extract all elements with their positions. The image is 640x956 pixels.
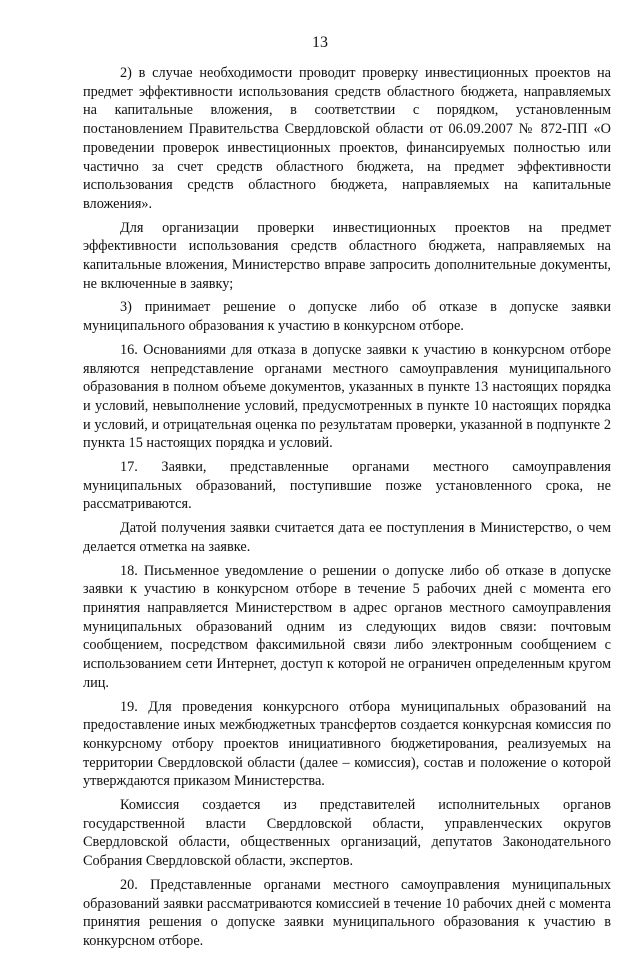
- paragraph-20: 20. Представленные органами местного самоуправления муниципальных образований заявки рассматриваются комиссией в течение 10 рабочих дней с момента принятия решения о допуске заявки муниципального образования к участию в конкурсном отборе.: [83, 876, 611, 949]
- paragraph-15-2-note: Для организации проверки инвестиционных проектов на предмет эффективности использования средств областного бюджета, направляемых на капитальные вложения, Министерство вправе запросить дополнительные документы, не включенные в заявку;: [83, 219, 611, 292]
- paragraph-17-date: Датой получения заявки считается дата ее поступления в Министерство, о чем делается отметка на заявке.: [83, 520, 611, 555]
- paragraph-18: 18. Письменное уведомление о решении о допуске либо об отказе в допуске заявки к участию в конкурсном отборе в течение 5 рабочих дней с момента его принятия направляется Министерством в адрес органов местного самоуправления муниципальных образований одним из следующих видов связи: почтовым сообщением, посредством факсимильной связи либо электронным сообщением с использованием сети Интернет, доступ к которой не ограничен определенным кругом лиц.: [83, 562, 611, 691]
- page-number: 13: [312, 34, 328, 51]
- paragraph-16: 16. Основаниями для отказа в допуске заявки к участию в конкурсном отборе являются непредставление органами местного самоуправления муниципального образования в полном объеме документов, указанных в пункте 13 настоящих порядка и условий, невыполнение условий, предусмотренных в пункте 10 настоящих порядка и условий, и отрицательная оценка по результатам проверки, указанной в подпункте 2 пункта 15 настоящих порядка и условий.: [83, 341, 611, 452]
- paragraph-19-commission: Комиссия создается из представителей исполнительных органов государственной власти Свердловской области, управленческих округов Свердловской области, общественных организаций, депутатов Законодательного Собрания Свердловской области, экспертов.: [83, 797, 611, 870]
- paragraph-19: 19. Для проведения конкурсного отбора муниципальных образований на предоставление иных межбюджетных трансфертов создается конкурсная комиссия по конкурсному отбору проектов инициативного бюджетирования, реализуемых на территории Свердловской области (далее – комиссия), состав и положение о которой утверждаются приказом Министерства.: [83, 698, 611, 790]
- paragraph-15-2: 2) в случае необходимости проводит проверку инвестиционных проектов на предмет эффективности использования средств областного бюджета, направляемых на капитальные вложения, в соответствии с порядком, установленным постановлением Правительства Свердловской области от 06.09.2007 № 872-ПП «О проведении проверок инвестиционных проектов, финансируемых полностью или частично за счет средств областного бюджета, на предмет эффективности использования средств областного бюджета, направляемых на капитальные вложения».: [83, 65, 611, 212]
- paragraph-17: 17. Заявки, представленные органами местного самоуправления муниципальных образований, поступившие позже установленного срока, не рассматриваются.: [83, 459, 611, 513]
- paragraph-15-3: 3) принимает решение о допуске либо об отказе в допуске заявки муниципального образования к участию в конкурсном отборе.: [83, 299, 611, 335]
- document-body: [83, 64, 611, 956]
